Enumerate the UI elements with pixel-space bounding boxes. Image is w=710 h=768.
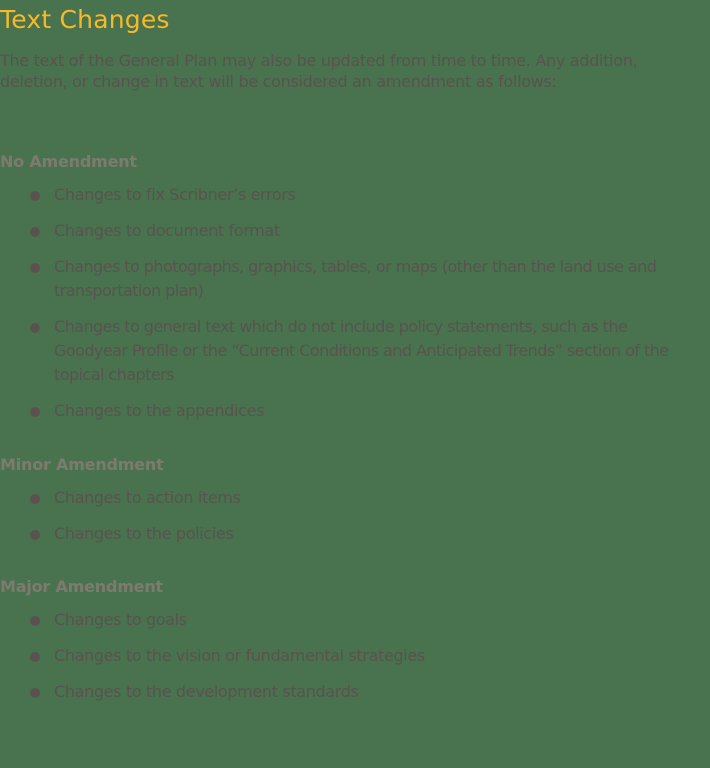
section-major-amendment — [0, 575, 705, 704]
bullet-icon — [30, 191, 40, 201]
section-minor-amendment — [0, 453, 705, 546]
list-item-text: Changes to fix Scribner’s errors — [54, 185, 296, 204]
list-item-text: Changes to photographs, graphics, tables, or maps (other than the land use and transportation plan) — [54, 257, 657, 300]
page-title: Text Changes — [0, 5, 170, 34]
list-item — [0, 255, 705, 303]
list-item-text: Changes to general text which do not include policy statements, such as the Goodyear Profile or the “Current Conditions and Anticipated Trends” section of the topical chapters — [54, 317, 669, 384]
bullet-icon — [30, 688, 40, 698]
list-item-text: Changes to action items — [54, 488, 241, 507]
list-item — [0, 399, 705, 423]
bullet-icon — [30, 263, 40, 273]
list-item — [0, 486, 705, 510]
bullet-icon — [30, 227, 40, 237]
bullet-icon — [30, 407, 40, 417]
list-item — [0, 183, 705, 207]
bullet-list — [0, 183, 705, 423]
list-item-text: Changes to goals — [54, 610, 187, 629]
list-item — [0, 608, 705, 632]
list-item-text: Changes to document format — [54, 221, 280, 240]
bullet-icon — [30, 494, 40, 504]
bullet-list — [0, 486, 705, 546]
list-item-text: Changes to the appendices — [54, 401, 265, 420]
list-item — [0, 315, 705, 387]
list-item-text: Changes to the vision or fundamental strategies — [54, 646, 425, 665]
section-no-amendment — [0, 150, 705, 423]
list-item — [0, 522, 705, 546]
section-heading: Major Amendment — [0, 577, 163, 596]
bullet-icon — [30, 323, 40, 333]
section-heading: Minor Amendment — [0, 455, 164, 474]
list-item-text: Changes to the development standards — [54, 682, 359, 701]
list-item — [0, 219, 705, 243]
section-heading: No Amendment — [0, 152, 137, 171]
intro-paragraph: The text of the General Plan may also be updated from time to time. Any addition, deletion, or change in text will be considered an amendment as follows: — [0, 51, 638, 91]
bullet-icon — [30, 530, 40, 540]
bullet-icon — [30, 616, 40, 626]
bullet-list — [0, 608, 705, 704]
list-item — [0, 680, 705, 704]
list-item — [0, 644, 705, 668]
list-item-text: Changes to the policies — [54, 524, 234, 543]
bullet-icon — [30, 652, 40, 662]
